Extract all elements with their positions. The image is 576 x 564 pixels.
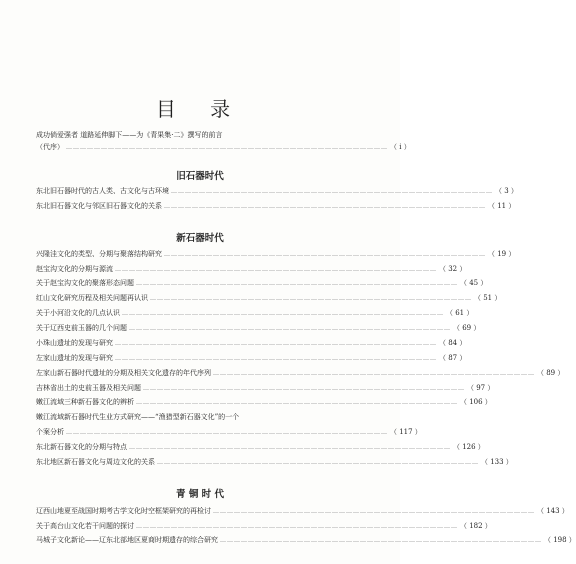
toc-entry[interactable]	[36, 458, 513, 467]
entry-page: （ 97 ）	[467, 384, 495, 392]
toc-entry[interactable]	[36, 522, 492, 531]
entry-title: 关于赵宝沟文化的聚落形态问题	[36, 279, 134, 287]
entry-title: 吉林省出土的史前玉器及相关问题	[36, 384, 141, 392]
dot-leader: …………………………………………………………………………………………………………………………	[136, 399, 458, 406]
entry-page: （ 106 ）	[460, 398, 492, 406]
entry-title: 嫩江流域三种新石器文化的辨析	[36, 398, 134, 406]
dot-leader: …………………………………………………………………………………………………………………………	[129, 444, 451, 451]
toc-entry[interactable]	[36, 265, 467, 274]
entry-page: （ 69 ）	[453, 324, 481, 332]
entry-page: （ 3 ）	[495, 187, 518, 195]
dot-leader: …………………………………………………………………………………………………………………………	[66, 429, 388, 436]
toc-entry[interactable]	[36, 398, 492, 407]
entry-page: （ 32 ）	[439, 265, 467, 273]
toc-entry[interactable]	[36, 324, 481, 333]
dot-leader: …………………………………………………………………………………………………………………………	[66, 144, 388, 151]
dot-leader: …………………………………………………………………………………………………………………………	[213, 508, 535, 515]
toc-entry[interactable]	[36, 202, 516, 211]
toc-entry[interactable]	[36, 443, 485, 452]
entry-title: （代序）	[36, 143, 64, 151]
dot-leader: …………………………………………………………………………………………………………………………	[213, 370, 535, 377]
entry-title: 关于辽西史前玉器的几个问题	[36, 324, 127, 332]
toc-entry-first-line[interactable]: 嫩江流域新石器时代生业方式研究——“渔猎型新石器文化”的一个	[36, 413, 240, 421]
page-title: 目 录	[155, 97, 245, 121]
dot-leader: …………………………………………………………………………………………………………………………	[115, 355, 437, 362]
toc-entry[interactable]	[36, 279, 488, 288]
entry-page: （ 51 ）	[474, 294, 502, 302]
dot-leader: …………………………………………………………………………………………………………………………	[122, 310, 444, 317]
dot-leader: …………………………………………………………………………………………………………………………	[171, 188, 493, 195]
toc-entry[interactable]	[36, 339, 467, 348]
toc-entry[interactable]	[36, 507, 569, 516]
entry-page: （ 89 ）	[537, 369, 565, 377]
entry-title: 左家山遗址的发现与研究	[36, 354, 113, 362]
toc-entry[interactable]	[36, 294, 502, 303]
toc-entry[interactable]	[36, 369, 565, 378]
dot-leader: …………………………………………………………………………………………………………………………	[150, 295, 472, 302]
entry-page: （ 198 ）	[544, 536, 576, 544]
dot-leader: …………………………………………………………………………………………………………………………	[129, 325, 451, 332]
entry-title: 左家山新石器时代遗址的分期及相关文化遗存的年代序列	[36, 369, 211, 377]
entry-page: （ 45 ）	[460, 279, 488, 287]
entry-page: （ 126 ）	[453, 443, 485, 451]
dot-leader: …………………………………………………………………………………………………………………………	[136, 280, 458, 287]
entry-page: （ 11 ）	[488, 202, 516, 210]
toc-entry[interactable]	[36, 250, 516, 259]
dot-leader: …………………………………………………………………………………………………………………………	[115, 340, 437, 347]
entry-page: （ 61 ）	[446, 309, 474, 317]
entry-page: （ 117 ）	[390, 428, 422, 436]
toc-entry[interactable]	[36, 536, 576, 545]
toc-entry[interactable]	[36, 384, 495, 393]
entry-page: （ 143 ）	[537, 507, 569, 515]
entry-title: 小珠山遗址的发现与研究	[36, 339, 113, 347]
section-header-paleolithic: 旧石器时代	[176, 171, 224, 182]
entry-page: （ i ）	[390, 143, 411, 151]
entry-title: 东北新石器文化的分期与特点	[36, 443, 127, 451]
preface-line-1: 成功倘爱强者 道路延伸脚下——为《青果集·二》撰写的前言	[36, 131, 223, 139]
dot-leader: …………………………………………………………………………………………………………………………	[157, 459, 479, 466]
entry-title: 兴隆洼文化的类型、分期与聚落结构研究	[36, 250, 162, 258]
entry-title: 马城子文化新论——辽东北部地区夏商时期遗存的综合研究	[36, 536, 218, 544]
entry-title: 辽西山地夏至战国时期考古学文化时空框架研究的再检讨	[36, 507, 211, 515]
toc-entry-preface[interactable]	[36, 143, 411, 152]
entry-title: 东北旧石器时代的古人类、古文化与古环境	[36, 187, 169, 195]
section-header-bronze-age: 青 铜 时 代	[176, 489, 224, 500]
entry-page: （ 133 ）	[481, 458, 513, 466]
section-header-neolithic: 新石器时代	[176, 233, 224, 244]
dot-leader: …………………………………………………………………………………………………………………………	[143, 385, 465, 392]
entry-title: 个案分析	[36, 428, 64, 436]
dot-leader: …………………………………………………………………………………………………………………………	[136, 523, 458, 530]
entry-title: 红山文化研究历程及相关问题再认识	[36, 294, 148, 302]
entry-page: （ 87 ）	[439, 354, 467, 362]
toc-entry[interactable]	[36, 309, 474, 318]
dot-leader: …………………………………………………………………………………………………………………………	[115, 266, 437, 273]
entry-page: （ 19 ）	[488, 250, 516, 258]
toc-entry[interactable]	[36, 354, 467, 363]
dot-leader: …………………………………………………………………………………………………………………………	[164, 251, 486, 258]
dot-leader: …………………………………………………………………………………………………………………………	[164, 203, 486, 210]
entry-title: 关于小河沿文化的几点认识	[36, 309, 120, 317]
entry-title: 东北地区新石器文化与周边文化的关系	[36, 458, 155, 466]
entry-page: （ 84 ）	[439, 339, 467, 347]
dot-leader: …………………………………………………………………………………………………………………………	[220, 537, 542, 544]
toc-entry[interactable]	[36, 187, 518, 196]
toc-entry-continuation[interactable]	[36, 428, 422, 437]
entry-title: 东北旧石器文化与邻区旧石器文化的关系	[36, 202, 162, 210]
entry-title: 赵宝沟文化的分期与源流	[36, 265, 113, 273]
entry-page: （ 182 ）	[460, 522, 492, 530]
entry-title: 关于高台山文化若干问题的探讨	[36, 522, 134, 530]
